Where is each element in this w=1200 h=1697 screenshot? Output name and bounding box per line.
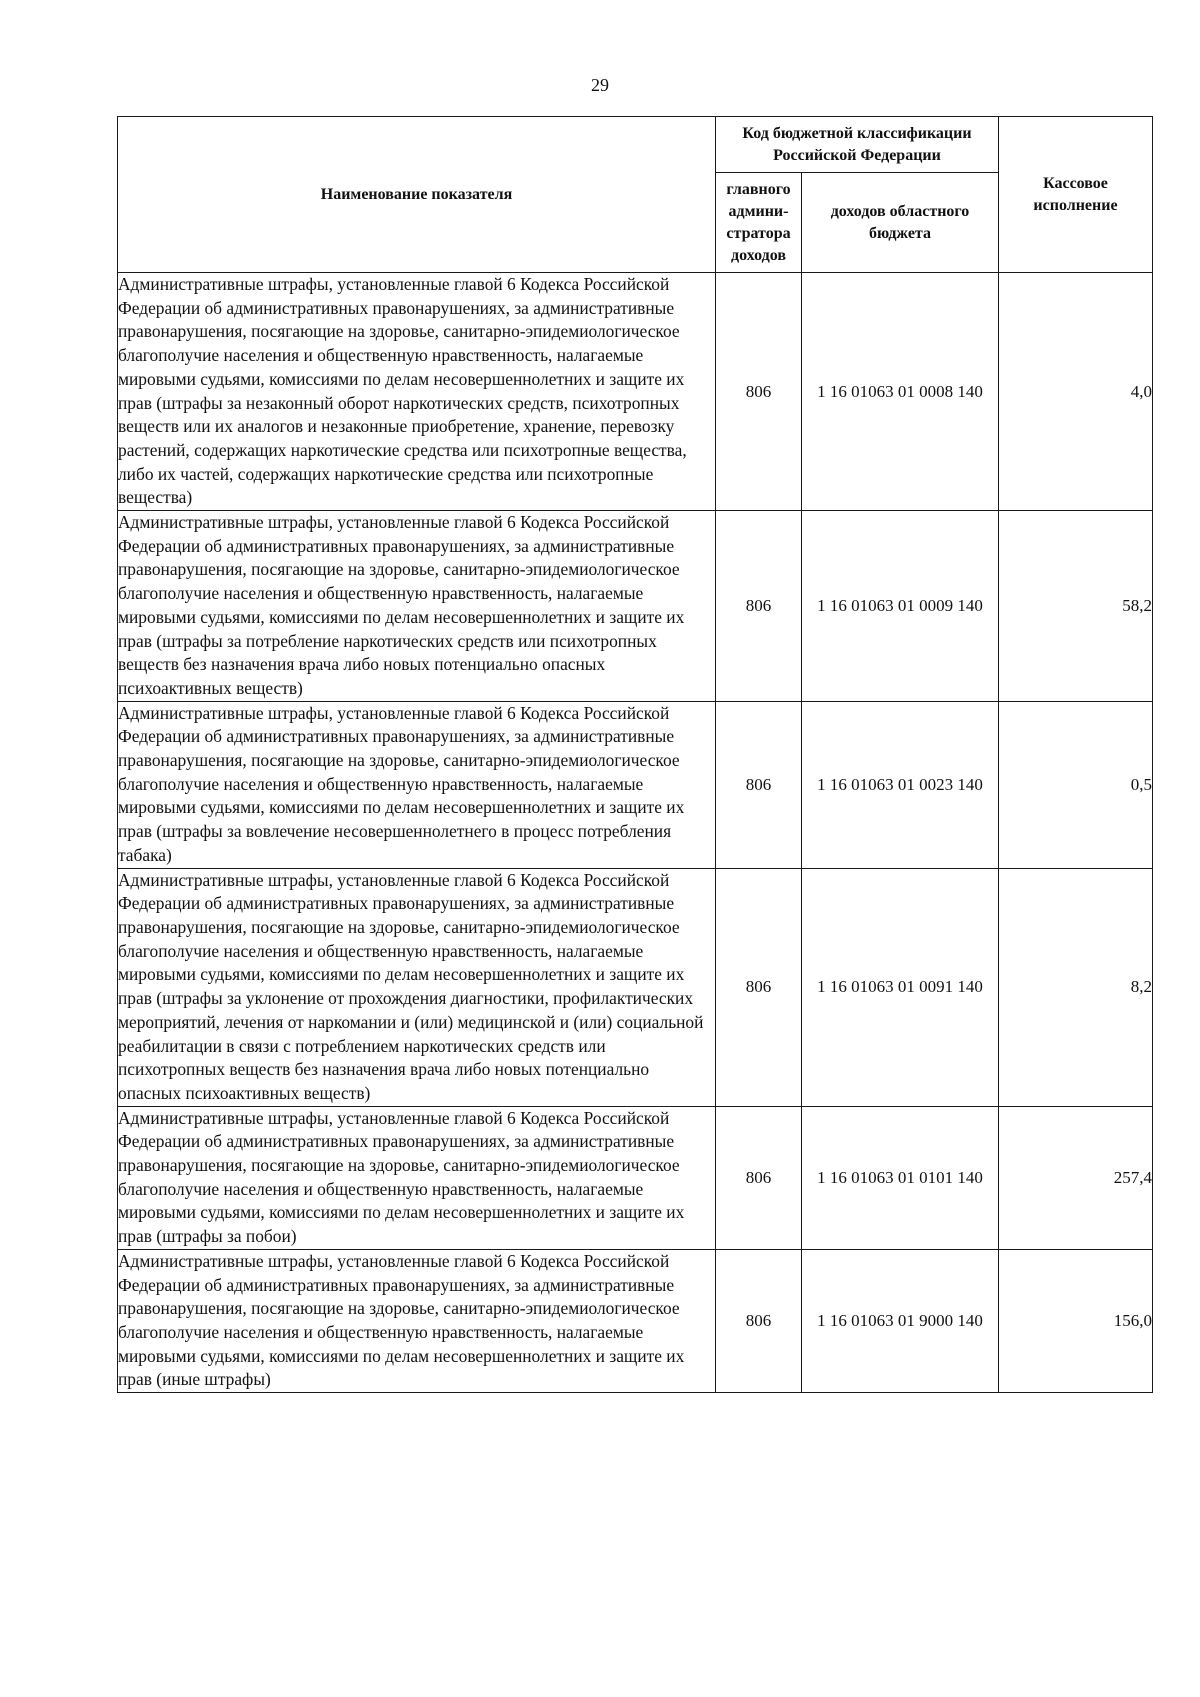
- revenue-code-cell: 1 16 01063 01 9000 140: [802, 1249, 999, 1392]
- header-budget-classification: Код бюджетной классификации Российской Федерации: [716, 117, 999, 173]
- cash-execution-cell: 58,2: [999, 511, 1153, 702]
- header-cash-execution: Кассовое исполнение: [999, 117, 1153, 273]
- revenue-code-cell: 1 16 01063 01 0101 140: [802, 1106, 999, 1249]
- cash-execution-cell: 156,0: [999, 1249, 1153, 1392]
- table-row: [118, 511, 1153, 702]
- table-row: [118, 1249, 1153, 1392]
- table-row: [118, 868, 1153, 1106]
- page-number: 29: [591, 75, 609, 95]
- indicator-name-cell: Административные штрафы, установленные главой 6 Кодекса Российской Федерации об административных правонарушениях, за административные правонарушения, посягающие на здоровье, санитарно-эпидемиологическое благополучие населения и общественную нравственность, налагаемые мировыми судьями, комиссиями по делам несовершеннолетних и защите их прав (иные штрафы): [118, 1249, 716, 1392]
- indicator-name-cell: Административные штрафы, установленные главой 6 Кодекса Российской Федерации об административных правонарушениях, за административные правонарушения, посягающие на здоровье, санитарно-эпидемиологическое благополучие населения и общественную нравственность, налагаемые мировыми судьями, комиссиями по делам несовершеннолетних и защите их прав (штрафы за уклонение от прохождения диагностики, профилактических мероприятий, лечения от наркомании и (или) медицинской и (или) социальной реабилитации в связи с потреблением наркотических средств или психотропных веществ без назначения врача либо новых потенциально опасных психоактивных веществ): [118, 868, 716, 1106]
- table-row: [118, 273, 1153, 511]
- table-row: [118, 701, 1153, 868]
- table-body: [118, 273, 1153, 1393]
- administrator-code-cell: 806: [716, 1249, 802, 1392]
- revenue-code-cell: 1 16 01063 01 0009 140: [802, 511, 999, 702]
- indicator-name-cell: Административные штрафы, установленные главой 6 Кодекса Российской Федерации об административных правонарушениях, за административные правонарушения, посягающие на здоровье, санитарно-эпидемиологическое благополучие населения и общественную нравственность, налагаемые мировыми судьями, комиссиями по делам несовершеннолетних и защите их прав (штрафы за вовлечение несовершеннолетнего в процесс потребления табака): [118, 701, 716, 868]
- cash-execution-cell: 257,4: [999, 1106, 1153, 1249]
- revenue-code-cell: 1 16 01063 01 0008 140: [802, 273, 999, 511]
- header-main-administrator: главного админи- стратора доходов: [716, 173, 802, 273]
- revenue-table: [117, 116, 1153, 1393]
- administrator-code-cell: 806: [716, 1106, 802, 1249]
- cash-execution-cell: 0,5: [999, 701, 1153, 868]
- indicator-name-cell: Административные штрафы, установленные главой 6 Кодекса Российской Федерации об административных правонарушениях, за административные правонарушения, посягающие на здоровье, санитарно-эпидемиологическое благополучие населения и общественную нравственность, налагаемые мировыми судьями, комиссиями по делам несовершеннолетних и защите их прав (штрафы за незаконный оборот наркотических средств, психотропных веществ или их аналогов и незаконные приобретение, хранение, перевозку растений, содержащих наркотические средства или психотропные вещества, либо их частей, содержащих наркотические средства или психотропные вещества): [118, 273, 716, 511]
- revenue-code-cell: 1 16 01063 01 0091 140: [802, 868, 999, 1106]
- table-row: [118, 1106, 1153, 1249]
- cash-execution-cell: 8,2: [999, 868, 1153, 1106]
- header-indicator-name: Наименование показателя: [118, 117, 716, 273]
- administrator-code-cell: 806: [716, 868, 802, 1106]
- indicator-name-cell: Административные штрафы, установленные главой 6 Кодекса Российской Федерации об административных правонарушениях, за административные правонарушения, посягающие на здоровье, санитарно-эпидемиологическое благополучие населения и общественную нравственность, налагаемые мировыми судьями, комиссиями по делам несовершеннолетних и защите их прав (штрафы за побои): [118, 1106, 716, 1249]
- indicator-name-cell: Административные штрафы, установленные главой 6 Кодекса Российской Федерации об административных правонарушениях, за административные правонарушения, посягающие на здоровье, санитарно-эпидемиологическое благополучие населения и общественную нравственность, налагаемые мировыми судьями, комиссиями по делам несовершеннолетних и защите их прав (штрафы за потребление наркотических средств или психотропных веществ без назначения врача либо новых потенциально опасных психоактивных веществ): [118, 511, 716, 702]
- administrator-code-cell: 806: [716, 273, 802, 511]
- administrator-code-cell: 806: [716, 511, 802, 702]
- cash-execution-cell: 4,0: [999, 273, 1153, 511]
- revenue-code-cell: 1 16 01063 01 0023 140: [802, 701, 999, 868]
- administrator-code-cell: 806: [716, 701, 802, 868]
- header-regional-revenue-code: доходов областного бюджета: [802, 173, 999, 273]
